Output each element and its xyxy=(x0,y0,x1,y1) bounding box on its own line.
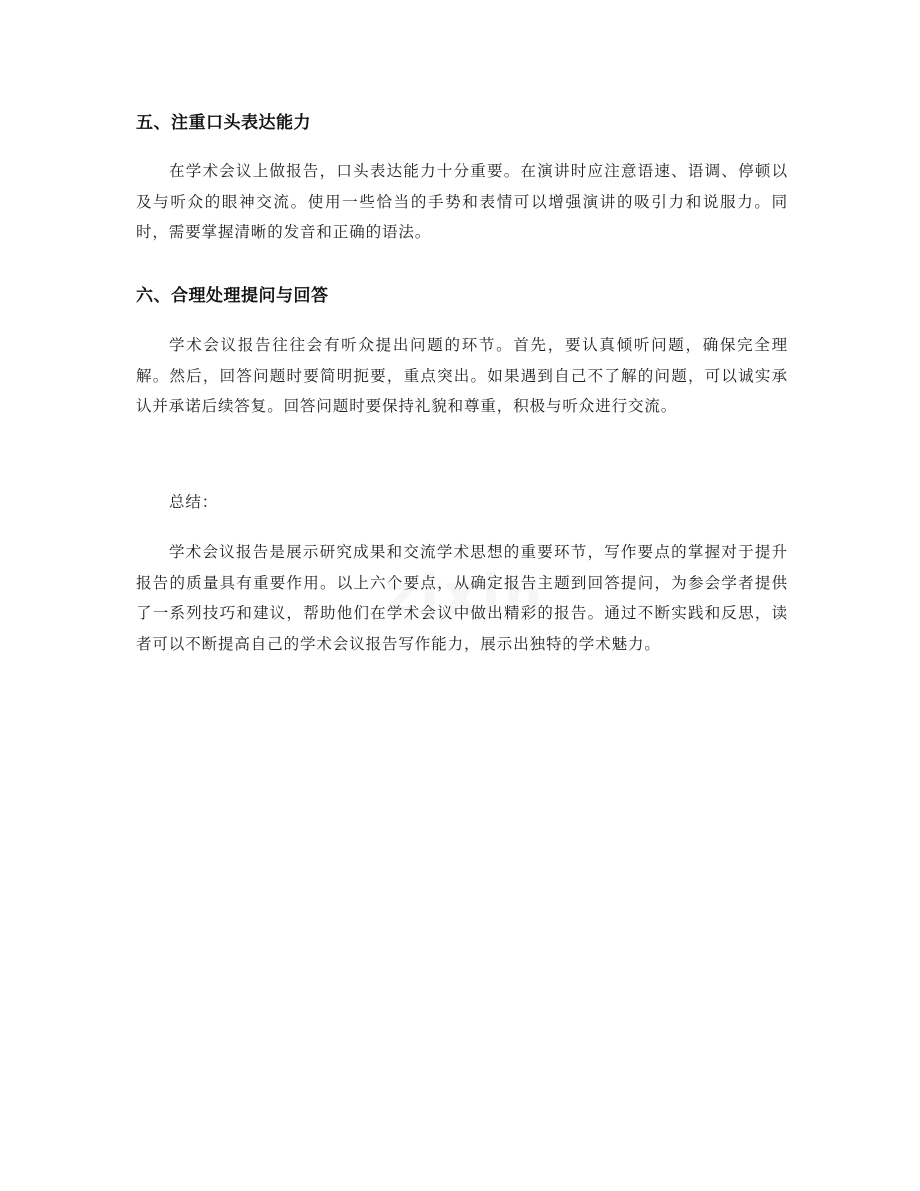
summary-label: 总结： xyxy=(169,493,219,511)
section-5-paragraph: 在学术会议上做报告，口头表达能力十分重要。在演讲时应注意语速、语调、停顿以及与听众的眼神交流。使用一些恰当的手势和表情可以增强演讲的吸引力和说服力。同时，需要掌握清晰的发音和正确的语法。 xyxy=(136,162,788,241)
summary-paragraph: 学术会议报告是展示研究成果和交流学术思想的重要环节，写作要点的掌握对于提升报告的质量具有重要作用。以上六个要点，从确定报告主题到回答提问，为参会学者提供了一系列技巧和建议，帮助他们在学术会议中做出精彩的报告。通过不断实践和反思，读者可以不断提高自己的学术会议报告写作能力，展示出独特的学术魅力。 xyxy=(136,543,788,653)
section-5-heading: 五、注重口头表达能力 xyxy=(136,113,311,133)
section-6-paragraph: 学术会议报告往往会有听众提出问题的环节。首先，要认真倾听问题，确保完全理解。然后，回答问题时要简明扼要，重点突出。如果遇到自己不了解的问题，可以诚实承认并承诺后续答复。回答问题时要保持礼貌和尊重，积极与听众进行交流。 xyxy=(136,336,788,415)
section-6-heading: 六、合理处理提问与回答 xyxy=(136,286,329,306)
